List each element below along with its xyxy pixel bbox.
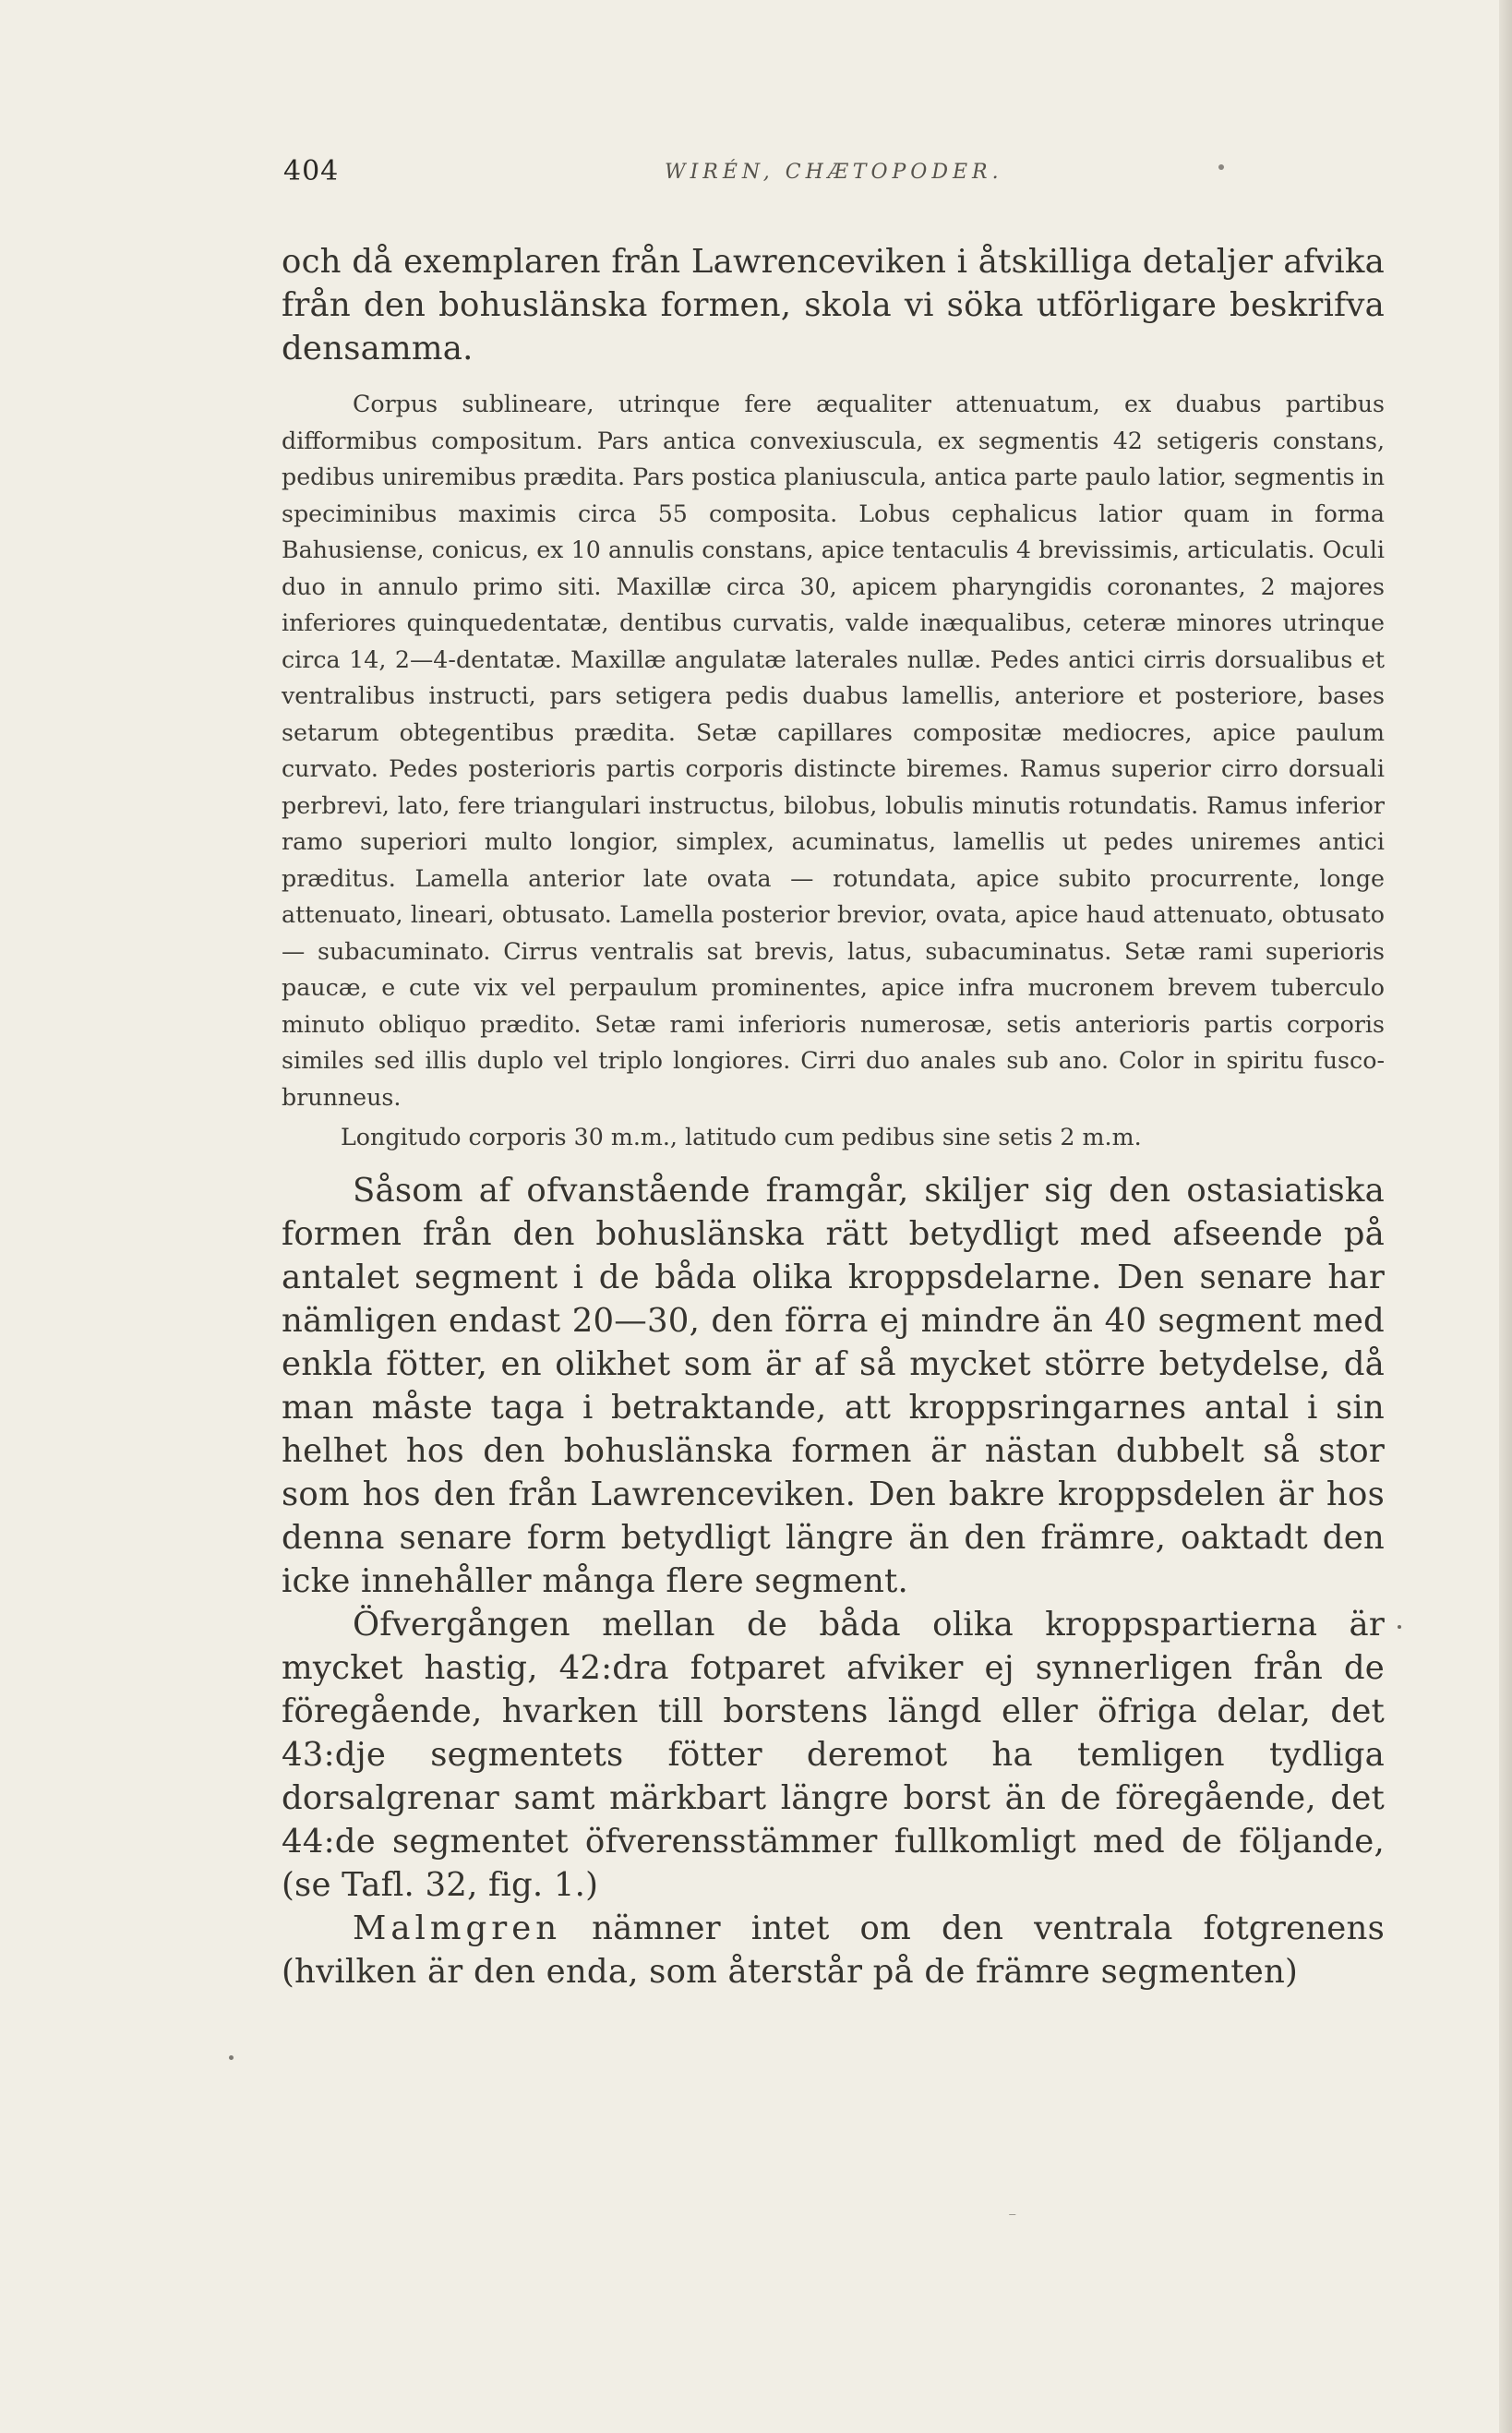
page-edge-shadow: [1499, 0, 1512, 2433]
latin-description-paragraph: Corpus sublineare, utrinque fere æqualiter attenuatum, ex duabus partibus difformibus compositum. Pars antica convexiuscula, ex segmentis 42 setigeris constans, pedibus uniremibus prædita. Pars postica planiuscula, antica parte paulo latior, segmentis in speciminibus maximis circa 55 composita. Lobus cephalicus latior quam in forma Bahusiense, conicus, ex 10 annulis constans, apice tentaculis 4 brevissimis, articulatis. Oculi duo in annulo primo siti. Maxillæ circa 30, apicem pharyngidis coronantes, 2 majores inferiores quinquedentatæ, dentibus curvatis, valde inæqualibus, ceteræ minores utrinque circa 14, 2—4-dentatæ. Maxillæ angulatæ laterales nullæ. Pedes antici cirris dorsualibus et ventralibus instructi, pars setigera pedis duabus lamellis, anteriore et posteriore, bases setarum obtegentibus prædita. Setæ capillares compositæ mediocres, apice paulum curvato. Pedes posterioris partis corporis distincte biremes. Ramus superior cirro dorsuali perbrevi, lato, fere triangulari instructus, bilobus, lobulis minutis rotundatis. Ramus inferior ramo superiori multo longior, simplex, acuminatus, lamellis ut pedes uniremes antici præditus. Lamella anterior late ovata — rotundata, apice subito procurrente, longe attenuato, lineari, obtusato. Lamella posterior brevior, ovata, apice haud attenuato, obtusato — subacuminato. Cirrus ventralis sat brevis, latus, subacuminatus. Setæ rami superioris paucæ, e cute vix vel perpaulum prominentes, apice infra mucronem brevem tuberculo minuto obliquo prædito. Setæ rami inferioris numerosæ, setis anterioris partis corporis similes sed illis duplo vel triplo longiores. Cirri duo anales sub ano. Color in spiritu fusco-brunneus.: [282, 391, 1385, 1111]
page-header: [282, 148, 1385, 192]
page-number: 404: [283, 155, 340, 187]
margin-speck-left: [229, 2055, 234, 2060]
margin-speck-right: [1398, 1625, 1401, 1629]
transition-paragraph: Öfvergången mellan de båda olika kroppspartierna är mycket hastig, 42:dra fotparet afviker ej synnerligen från de föregående, hvarken till borstens längd eller öfriga delar, det 43:dje segmentets fötter deremot ha temligen tydliga dorsalgrenar samt märkbart längre borst än de föregående, det 44:de segmentet öfverensstämmer fullkomligt med de följande, (se Tafl. 32, fig. 1.): [282, 1605, 1385, 1904]
latin-description-block: [282, 386, 1385, 1156]
intro-paragraph: och då exemplaren från Lawrenceviken i åtskilliga detaljer afvika från den bohuslänska formen, skola vi söka utförligare beskrifva densamma.: [282, 243, 1385, 367]
header-speck: [1218, 164, 1224, 170]
comparison-paragraph: Såsom af ofvanstående framgår, skiljer sig den ostasiatiska formen från den bohuslänska rätt betydligt med afseende på antalet segment i de båda olika kroppsdelarne. Den senare har nämligen endast 20—30, den förra ej mindre än 40 segment med enkla fötter, en olikhet som är af så mycket större betydelse, då man måste taga i betraktande, att kroppsringarnes antal i sin helhet hos den bohuslänska formen är nästan dubbelt så stor som hos den från Lawrenceviken. Den bakre kroppsdelen är hos denna senare form betydligt längre än den främre, oaktadt den icke innehåller många flere segment.: [282, 1171, 1385, 1600]
author-name-malmgren: Malmgren: [353, 1909, 562, 1947]
page-mark-bottom: ⁻: [1008, 2209, 1017, 2228]
malmgren-paragraph-text: nämner intet om den ventrala fotgrenens (hvilken är den enda, som återstår på de främre segmenten): [282, 1909, 1385, 1991]
running-head: WIRÉN, CHÆTOPODER.: [665, 161, 1003, 184]
book-page: [282, 148, 1385, 1993]
malmgren-paragraph: [282, 1907, 1385, 1993]
latin-measurements-paragraph: Longitudo corporis 30 m.m., latitudo cum pedibus sine setis 2 m.m.: [341, 1124, 1142, 1150]
